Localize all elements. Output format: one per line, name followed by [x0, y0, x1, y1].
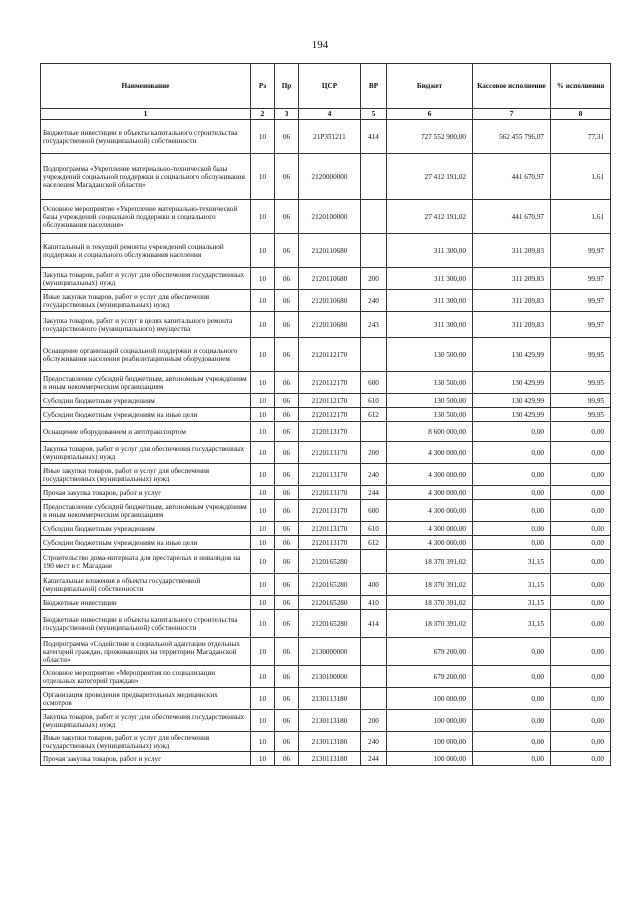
- row-execution-percent: 0,00: [551, 500, 611, 522]
- row-budget: 18 370 391,02: [387, 574, 473, 596]
- row-pr: 06: [275, 422, 299, 442]
- row-cash-execution: 0,00: [473, 464, 551, 486]
- row-budget: 100 000,00: [387, 752, 473, 766]
- table-row: [41, 442, 611, 464]
- row-cash-execution: 31,15: [473, 596, 551, 610]
- row-vr: 414: [361, 610, 387, 638]
- table-row: [41, 610, 611, 638]
- row-vr: [361, 200, 387, 234]
- row-budget: 4 300 000,00: [387, 536, 473, 550]
- row-pr: 06: [275, 486, 299, 500]
- row-execution-percent: 99,95: [551, 394, 611, 408]
- row-rz: 10: [251, 120, 275, 154]
- row-cash-execution: 130 429,99: [473, 338, 551, 372]
- row-csr: 2120165280: [299, 610, 361, 638]
- table-row: [41, 574, 611, 596]
- row-name: Субсидии бюджетным учреждениям: [41, 522, 251, 536]
- row-vr: 600: [361, 372, 387, 394]
- row-csr: 2130113180: [299, 732, 361, 752]
- row-budget: 311 300,00: [387, 234, 473, 268]
- row-budget: 4 300 000,00: [387, 486, 473, 500]
- row-execution-percent: 99,97: [551, 290, 611, 312]
- row-execution-percent: 99,95: [551, 372, 611, 394]
- row-vr: [361, 666, 387, 688]
- row-budget: 4 300 000,00: [387, 442, 473, 464]
- row-budget: 27 412 191,02: [387, 154, 473, 200]
- row-execution-percent: 0,00: [551, 486, 611, 500]
- row-budget: 100 000,00: [387, 710, 473, 732]
- row-budget: 27 412 191,02: [387, 200, 473, 234]
- row-budget: 679 200,00: [387, 666, 473, 688]
- row-pr: 06: [275, 638, 299, 666]
- row-rz: 10: [251, 732, 275, 752]
- column-number: 8: [551, 109, 611, 120]
- row-vr: 410: [361, 596, 387, 610]
- column-number: 3: [275, 109, 299, 120]
- row-execution-percent: 0,00: [551, 550, 611, 574]
- row-csr: 21Р351211: [299, 120, 361, 154]
- row-csr: 2120112170: [299, 394, 361, 408]
- table-row: [41, 688, 611, 710]
- row-execution-percent: 0,00: [551, 666, 611, 688]
- row-budget: 130 500,00: [387, 394, 473, 408]
- row-name: Организация проведения предварительных медицинских осмотров: [41, 688, 251, 710]
- table-body: [41, 120, 611, 766]
- row-vr: 414: [361, 120, 387, 154]
- row-cash-execution: 0,00: [473, 688, 551, 710]
- row-name: Капитальный и текущий ремонты учреждений социальной поддержки и социального обслуживания населения: [41, 234, 251, 268]
- row-execution-percent: 1,61: [551, 154, 611, 200]
- row-vr: [361, 234, 387, 268]
- row-cash-execution: 0,00: [473, 638, 551, 666]
- row-name: Субсидии бюджетным учреждениям на иные цели: [41, 408, 251, 422]
- row-vr: [361, 422, 387, 442]
- row-vr: [361, 154, 387, 200]
- table-row: [41, 486, 611, 500]
- row-csr: 2130113180: [299, 688, 361, 710]
- row-rz: 10: [251, 610, 275, 638]
- row-cash-execution: 0,00: [473, 666, 551, 688]
- row-execution-percent: 99,97: [551, 268, 611, 290]
- row-name: Закупка товаров, работ и услуг для обеспечения государственных (муниципальных) нужд: [41, 442, 251, 464]
- row-csr: 2120112170: [299, 338, 361, 372]
- table-row: [41, 338, 611, 372]
- row-name: Строительство дома-интерната для престарелых и инвалидов на 190 мест в г. Магадане: [41, 550, 251, 574]
- row-pr: 06: [275, 312, 299, 338]
- row-execution-percent: 0,00: [551, 422, 611, 442]
- header-pr: Пр: [275, 64, 299, 109]
- page-number: 194: [311, 39, 329, 51]
- row-rz: 10: [251, 536, 275, 550]
- row-csr: 2120113170: [299, 536, 361, 550]
- row-vr: 240: [361, 290, 387, 312]
- row-vr: [361, 550, 387, 574]
- row-pr: 06: [275, 752, 299, 766]
- row-execution-percent: 0,00: [551, 752, 611, 766]
- row-name: Субсидии бюджетным учреждениям: [41, 394, 251, 408]
- row-budget: 4 300 000,00: [387, 522, 473, 536]
- row-name: Подпрограмма «Укрепление материально-технической базы учреждений социальной поддержки и социального обслуживания населения Магаданской области»: [41, 154, 251, 200]
- row-execution-percent: 0,00: [551, 464, 611, 486]
- row-budget: 8 600 000,00: [387, 422, 473, 442]
- row-execution-percent: 0,00: [551, 732, 611, 752]
- header-name: Наименование: [41, 64, 251, 109]
- row-csr: 2120113170: [299, 422, 361, 442]
- row-cash-execution: 311 209,83: [473, 290, 551, 312]
- header-csr: ЦСР: [299, 64, 361, 109]
- row-cash-execution: 0,00: [473, 500, 551, 522]
- row-vr: 244: [361, 752, 387, 766]
- table-row: [41, 464, 611, 486]
- row-cash-execution: 0,00: [473, 732, 551, 752]
- row-rz: 10: [251, 338, 275, 372]
- table-row: [41, 522, 611, 536]
- row-csr: 2120113170: [299, 522, 361, 536]
- row-pr: 06: [275, 268, 299, 290]
- row-name: Прочая закупка товаров, работ и услуг: [41, 752, 251, 766]
- row-pr: 06: [275, 732, 299, 752]
- row-csr: 2120110680: [299, 268, 361, 290]
- table-row: [41, 596, 611, 610]
- row-cash-execution: 441 670,97: [473, 200, 551, 234]
- row-rz: 10: [251, 422, 275, 442]
- table-row: [41, 200, 611, 234]
- row-name: Закупка товаров, работ и услуг для обеспечения государственных (муниципальных) нужд: [41, 268, 251, 290]
- table-row: [41, 500, 611, 522]
- header-budget: Бюджет: [387, 64, 473, 109]
- row-rz: 10: [251, 372, 275, 394]
- row-vr: 240: [361, 464, 387, 486]
- row-cash-execution: 441 670,97: [473, 154, 551, 200]
- row-rz: 10: [251, 500, 275, 522]
- row-vr: 600: [361, 500, 387, 522]
- column-number: 4: [299, 109, 361, 120]
- row-csr: 2130113180: [299, 752, 361, 766]
- row-name: Бюджетные инвестиции: [41, 596, 251, 610]
- row-cash-execution: 0,00: [473, 442, 551, 464]
- row-vr: 240: [361, 732, 387, 752]
- table-row: [41, 752, 611, 766]
- column-number: 5: [361, 109, 387, 120]
- row-csr: 2120165280: [299, 574, 361, 596]
- column-number: 1: [41, 109, 251, 120]
- row-pr: 06: [275, 442, 299, 464]
- row-csr: 2120112170: [299, 408, 361, 422]
- row-execution-percent: 99,97: [551, 234, 611, 268]
- row-csr: 2130000000: [299, 638, 361, 666]
- row-csr: 2120113170: [299, 442, 361, 464]
- row-execution-percent: 0,00: [551, 638, 611, 666]
- row-name: Бюджетные инвестиции в объекты капитального строительства государственной (муниципальной) собственности: [41, 610, 251, 638]
- table-row: [41, 234, 611, 268]
- row-execution-percent: 0,00: [551, 596, 611, 610]
- row-rz: 10: [251, 710, 275, 732]
- table-row: [41, 710, 611, 732]
- row-name: Подпрограмма «Содействие в социальной адаптации отдельных категорий граждан, проживающих на территории Магаданской области»: [41, 638, 251, 666]
- table-row: [41, 372, 611, 394]
- table-row: [41, 154, 611, 200]
- row-pr: 06: [275, 688, 299, 710]
- row-cash-execution: 311 209,83: [473, 268, 551, 290]
- row-execution-percent: 0,00: [551, 442, 611, 464]
- row-budget: 130 500,00: [387, 372, 473, 394]
- row-vr: 400: [361, 574, 387, 596]
- row-pr: 06: [275, 522, 299, 536]
- row-pr: 06: [275, 536, 299, 550]
- row-pr: 06: [275, 610, 299, 638]
- row-rz: 10: [251, 688, 275, 710]
- row-pr: 06: [275, 574, 299, 596]
- row-cash-execution: 31,15: [473, 550, 551, 574]
- row-vr: 610: [361, 394, 387, 408]
- row-budget: 100 000,00: [387, 732, 473, 752]
- row-cash-execution: 0,00: [473, 422, 551, 442]
- row-vr: [361, 638, 387, 666]
- row-budget: 130 500,00: [387, 408, 473, 422]
- row-pr: 06: [275, 200, 299, 234]
- row-name: Предоставление субсидий бюджетным, автономным учреждениям и иным некоммерческим организациям: [41, 500, 251, 522]
- column-number-row: [41, 109, 611, 120]
- row-cash-execution: 0,00: [473, 710, 551, 732]
- row-csr: 2120113170: [299, 486, 361, 500]
- table-row: [41, 394, 611, 408]
- row-pr: 06: [275, 154, 299, 200]
- row-vr: 200: [361, 268, 387, 290]
- row-pr: 06: [275, 394, 299, 408]
- table-row: [41, 422, 611, 442]
- row-vr: [361, 338, 387, 372]
- row-pr: 06: [275, 290, 299, 312]
- row-name: Иные закупки товаров, работ и услуг для обеспечения государственных (муниципальных) нужд: [41, 464, 251, 486]
- row-csr: 2120110680: [299, 290, 361, 312]
- row-execution-percent: 0,00: [551, 536, 611, 550]
- row-csr: 2130113180: [299, 710, 361, 732]
- row-csr: 2120112170: [299, 372, 361, 394]
- row-execution-percent: 1,61: [551, 200, 611, 234]
- row-name: Основное мероприятие «Мероприятия по социализации отдельных категорий граждан»: [41, 666, 251, 688]
- row-name: Оснащение оборудованием и автотранспортом: [41, 422, 251, 442]
- row-execution-percent: 0,00: [551, 710, 611, 732]
- row-budget: 311 300,00: [387, 312, 473, 338]
- row-rz: 10: [251, 268, 275, 290]
- table-row: [41, 268, 611, 290]
- row-rz: 10: [251, 638, 275, 666]
- row-cash-execution: 0,00: [473, 752, 551, 766]
- row-vr: 244: [361, 486, 387, 500]
- row-csr: 2130100000: [299, 666, 361, 688]
- row-cash-execution: 311 209,83: [473, 234, 551, 268]
- row-name: Субсидии бюджетным учреждениям на иные цели: [41, 536, 251, 550]
- header-cash-execution: Кассовое исполнение: [473, 64, 551, 109]
- row-rz: 10: [251, 200, 275, 234]
- row-name: Предоставление субсидий бюджетным, автономным учреждениям и иным некоммерческим организациям: [41, 372, 251, 394]
- row-name: Иные закупки товаров, работ и услуг для обеспечения государственных (муниципальных) нужд: [41, 290, 251, 312]
- row-budget: 4 300 000,00: [387, 500, 473, 522]
- table-row: [41, 408, 611, 422]
- row-budget: 130 500,00: [387, 338, 473, 372]
- row-rz: 10: [251, 234, 275, 268]
- row-cash-execution: 130 429,99: [473, 394, 551, 408]
- row-name: Прочая закупка товаров, работ и услуг: [41, 486, 251, 500]
- row-rz: 10: [251, 666, 275, 688]
- row-cash-execution: 31,15: [473, 610, 551, 638]
- row-cash-execution: 130 429,99: [473, 408, 551, 422]
- row-execution-percent: 0,00: [551, 522, 611, 536]
- column-number: 2: [251, 109, 275, 120]
- row-csr: 2120113170: [299, 464, 361, 486]
- row-csr: 2120000000: [299, 154, 361, 200]
- row-rz: 10: [251, 394, 275, 408]
- row-budget: 311 300,00: [387, 290, 473, 312]
- row-pr: 06: [275, 710, 299, 732]
- row-cash-execution: 0,00: [473, 486, 551, 500]
- header-vr: ВР: [361, 64, 387, 109]
- column-number: 7: [473, 109, 551, 120]
- row-rz: 10: [251, 596, 275, 610]
- row-rz: 10: [251, 522, 275, 536]
- row-csr: 2120165280: [299, 550, 361, 574]
- row-name: Закупка товаров, работ и услуг для обеспечения государственных (муниципальных) нужд: [41, 710, 251, 732]
- row-pr: 06: [275, 372, 299, 394]
- row-pr: 06: [275, 596, 299, 610]
- table-row: [41, 638, 611, 666]
- table-row: [41, 536, 611, 550]
- budget-execution-table: [40, 63, 611, 766]
- row-vr: 200: [361, 710, 387, 732]
- row-rz: 10: [251, 312, 275, 338]
- row-vr: 610: [361, 522, 387, 536]
- row-cash-execution: 31,15: [473, 574, 551, 596]
- row-pr: 06: [275, 500, 299, 522]
- row-cash-execution: 0,00: [473, 522, 551, 536]
- table-row: [41, 550, 611, 574]
- row-vr: 612: [361, 536, 387, 550]
- row-execution-percent: 0,00: [551, 574, 611, 596]
- header-execution-percent: % исполнения: [551, 64, 611, 109]
- row-budget: 100 000,00: [387, 688, 473, 710]
- row-rz: 10: [251, 550, 275, 574]
- row-rz: 10: [251, 154, 275, 200]
- row-execution-percent: 0,00: [551, 688, 611, 710]
- row-execution-percent: 0,00: [551, 610, 611, 638]
- row-pr: 06: [275, 464, 299, 486]
- row-budget: 311 300,00: [387, 268, 473, 290]
- row-budget: 4 300 000,00: [387, 464, 473, 486]
- row-pr: 06: [275, 338, 299, 372]
- row-name: Бюджетные инвестиции в объекты капитального строительства государственной (муниципальной) собственности: [41, 120, 251, 154]
- row-rz: 10: [251, 290, 275, 312]
- row-name: Капитальные вложения в объекты государственной (муниципальной) собственности: [41, 574, 251, 596]
- row-name: Иные закупки товаров, работ и услуг для обеспечения государственных (муниципальных) нужд: [41, 732, 251, 752]
- row-vr: 243: [361, 312, 387, 338]
- row-budget: 18 370 391,02: [387, 610, 473, 638]
- row-rz: 10: [251, 574, 275, 596]
- row-pr: 06: [275, 120, 299, 154]
- row-execution-percent: 99,95: [551, 408, 611, 422]
- row-csr: 2120110680: [299, 312, 361, 338]
- column-number: 6: [387, 109, 473, 120]
- row-pr: 06: [275, 408, 299, 422]
- row-name: Оснащение организаций социальной поддержки и социального обслуживания населения реабилитационным оборудованием: [41, 338, 251, 372]
- table-row: [41, 312, 611, 338]
- row-rz: 10: [251, 442, 275, 464]
- row-csr: 2120113170: [299, 500, 361, 522]
- row-csr: 2120110680: [299, 234, 361, 268]
- row-cash-execution: 130 429,99: [473, 372, 551, 394]
- row-vr: [361, 688, 387, 710]
- row-budget: 18 370 391,02: [387, 550, 473, 574]
- row-budget: 18 370 391,02: [387, 596, 473, 610]
- row-cash-execution: 562 455 796,07: [473, 120, 551, 154]
- row-csr: 2120100000: [299, 200, 361, 234]
- row-vr: 612: [361, 408, 387, 422]
- table-row: [41, 290, 611, 312]
- row-rz: 10: [251, 408, 275, 422]
- row-pr: 06: [275, 666, 299, 688]
- row-pr: 06: [275, 234, 299, 268]
- row-rz: 10: [251, 752, 275, 766]
- row-rz: 10: [251, 464, 275, 486]
- row-execution-percent: 99,95: [551, 338, 611, 372]
- row-csr: 2120165280: [299, 596, 361, 610]
- row-budget: 679 200,00: [387, 638, 473, 666]
- row-name: Закупка товаров, работ и услуг в целях капитального ремонта государственного (муниципального) имущества: [41, 312, 251, 338]
- row-rz: 10: [251, 486, 275, 500]
- row-name: Основное мероприятие «Укрепление материально-технической базы учреждений социальной поддержки и социального обслуживания населения»: [41, 200, 251, 234]
- row-execution-percent: 99,97: [551, 312, 611, 338]
- table-row: [41, 666, 611, 688]
- row-vr: 200: [361, 442, 387, 464]
- table-row: [41, 732, 611, 752]
- row-cash-execution: 0,00: [473, 536, 551, 550]
- row-cash-execution: 311 209,83: [473, 312, 551, 338]
- table-header-row: [41, 64, 611, 109]
- table-row: [41, 120, 611, 154]
- row-execution-percent: 77,31: [551, 120, 611, 154]
- header-rz: Рз: [251, 64, 275, 109]
- row-pr: 06: [275, 550, 299, 574]
- row-budget: 727 552 900,00: [387, 120, 473, 154]
